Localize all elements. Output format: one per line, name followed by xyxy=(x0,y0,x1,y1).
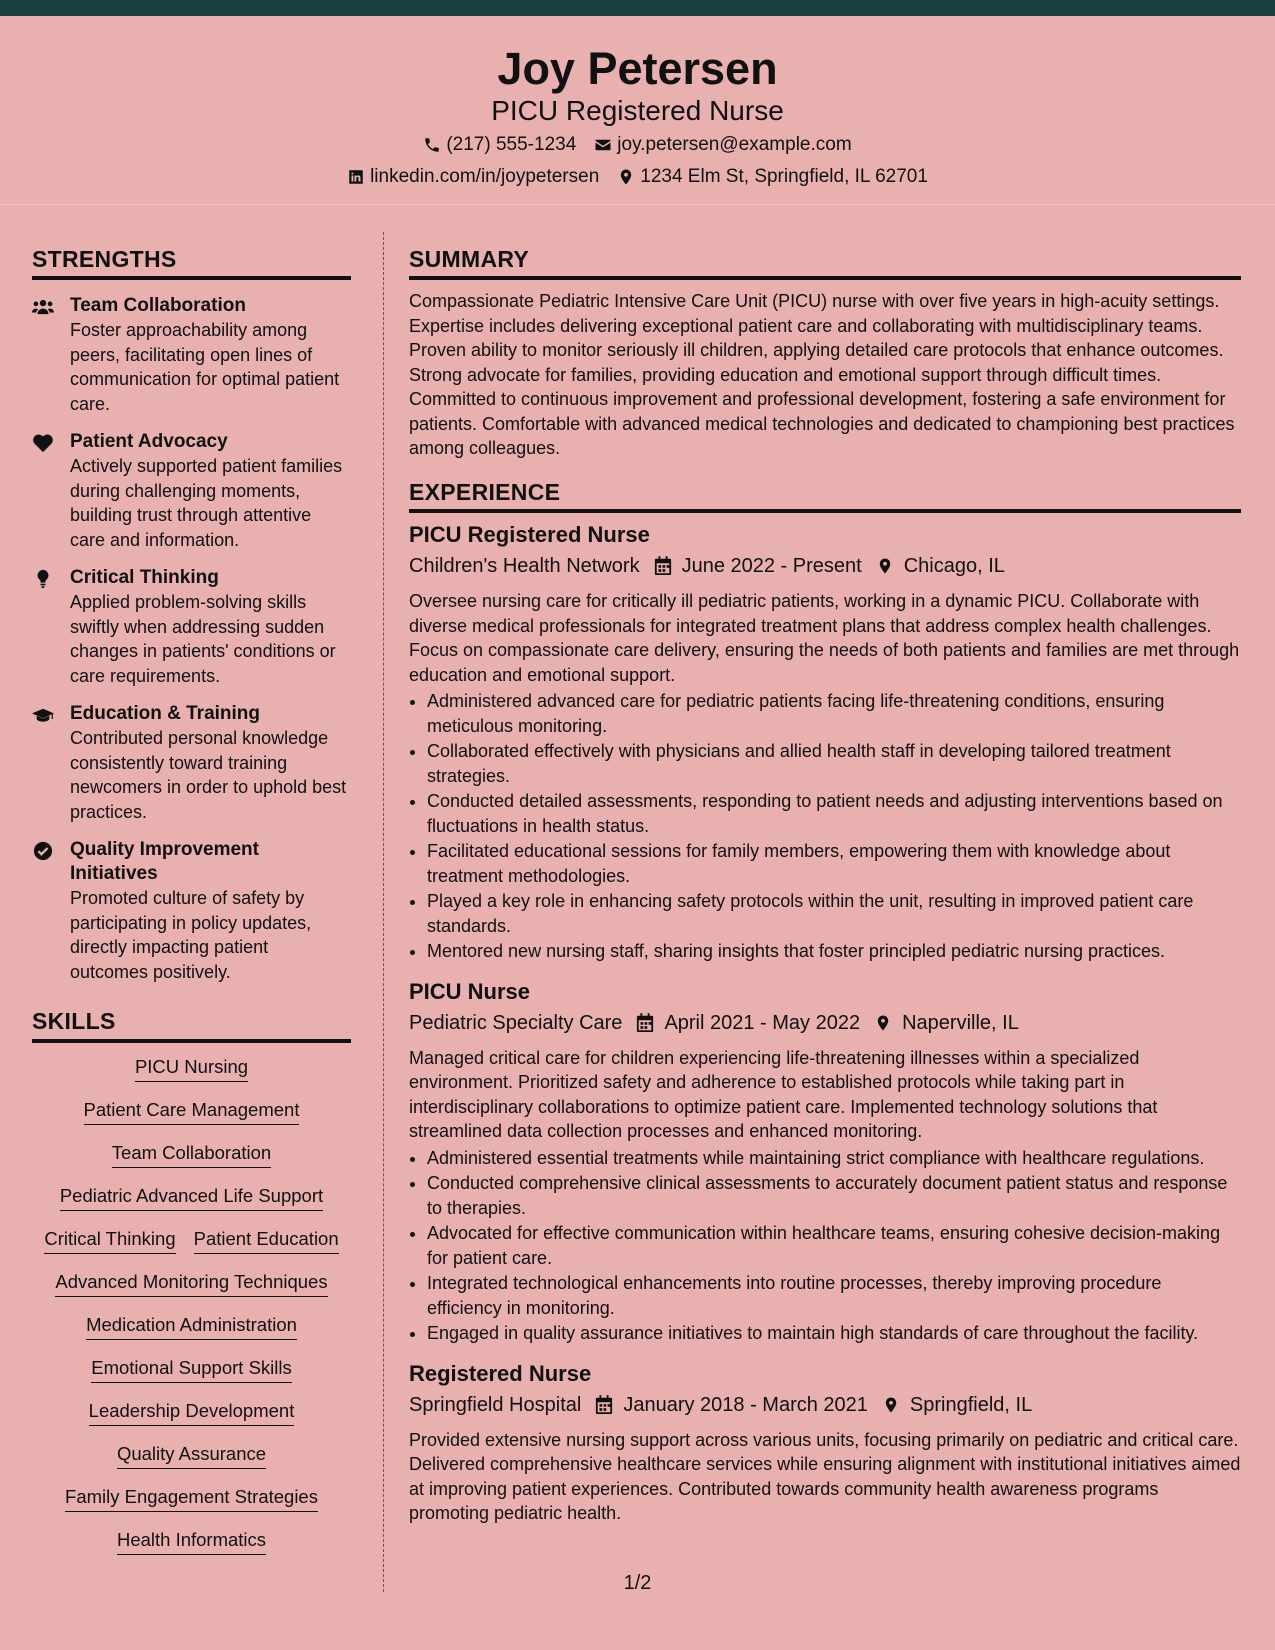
contact-row-1 xyxy=(0,134,1275,157)
top-accent-bar xyxy=(0,0,1275,16)
strength-item xyxy=(32,566,351,688)
job-company: Children's Health Network xyxy=(409,555,640,578)
envelope-icon xyxy=(594,136,612,154)
summary-text: Compassionate Pediatric Intensive Care Unit (PICU) nurse with over five years in high-acuity settings. Expertise includes delivering exceptional patient care and collaborating with multidisciplinary teams. Proven ability to monitor seriously ill children, applying detailed care protocols that enhance outcomes. Strong advocate for families, providing education and emotional support through difficult times. Committed to continuous improvement and professional development, fostering a safe environment for patients. Comfortable with advanced medical technologies and dedicated to championing best practices among colleagues. xyxy=(409,291,1235,459)
job-bullets xyxy=(409,689,1241,964)
experience-heading: EXPERIENCE xyxy=(409,479,1241,513)
job-title: PICU Registered Nurse xyxy=(409,522,650,548)
check-circle-icon xyxy=(32,841,54,861)
bullet-item: • Mentored new nursing staff, sharing insights that foster principled pediatric nursing practices. xyxy=(427,939,1241,964)
bullet-item: • Administered advanced care for pediatric patients facing life-threatening conditions, ensuring meticulous monitoring. xyxy=(427,689,1241,738)
calendar-icon xyxy=(636,1013,654,1033)
bullet-item: • Collaborated effectively with physicians and allied health staff in developing tailored treatment strategies. xyxy=(427,739,1241,788)
left-column xyxy=(32,246,351,1555)
map-pin-icon xyxy=(874,1013,892,1033)
linkedin-text: linkedin.com/in/joypetersen xyxy=(370,166,600,187)
strength-title: Patient Advocacy xyxy=(70,431,228,453)
email-contact[interactable] xyxy=(594,134,851,157)
skill-tag: PICU Nursing xyxy=(135,1053,248,1082)
job-meta xyxy=(409,1390,1241,1420)
bullet-item: • Conducted comprehensive clinical assessments to accurately document patient status and response to therapies. xyxy=(427,1171,1241,1220)
job-meta xyxy=(409,551,1241,581)
job-title: Registered Nurse xyxy=(409,1360,592,1386)
bullet-item: • Administered essential treatments while maintaining strict compliance with healthcare regulations. xyxy=(427,1146,1241,1171)
strength-desc: Foster approachability among peers, facilitating open lines of communication for optimal patient care. xyxy=(70,320,340,414)
email-text: joy.petersen@example.com xyxy=(617,134,852,155)
map-pin-icon xyxy=(876,556,894,576)
job-entry xyxy=(409,521,1241,964)
strength-title: Quality Improvement Initiatives xyxy=(70,839,259,885)
bullet-item: • Played a key role in enhancing safety protocols within the unit, resulting in improved patient care standards. xyxy=(427,889,1241,938)
map-pin-icon xyxy=(882,1395,900,1415)
job-entry xyxy=(409,1360,1241,1526)
address-text: 1234 Elm St, Springfield, IL 62701 xyxy=(640,166,928,187)
skill-tag: Leadership Development xyxy=(89,1397,295,1426)
job-description: Managed critical care for children experiencing life-threatening illnesses within a specialized environment. Prioritized safety and adherence to established protocols while taking part in interdisciplinary collaborations to optimize patient care. Implemented technology solutions that streamlined data collection processes and enhanced monitoring. xyxy=(409,1047,1158,1142)
job-dates: January 2018 - March 2021 xyxy=(623,1393,868,1416)
skill-tag: Health Informatics xyxy=(117,1526,266,1555)
job-entry xyxy=(409,978,1241,1346)
phone-icon xyxy=(423,136,441,154)
strength-desc: Contributed personal knowledge consistently toward training newcomers in order to uphold best practices. xyxy=(70,728,347,822)
strength-title: Education & Training xyxy=(70,703,261,725)
strength-item xyxy=(32,838,351,984)
job-title: PICU Nurse xyxy=(409,978,531,1004)
job-description: Oversee nursing care for critically ill pediatric patients, working in a dynamic PICU. Collaborate with diverse medical professionals for integrated treatment plans that address complex health challenges. Focus on compassionate care delivery, ensuring the needs of both patients and families are met through education and emotional support. xyxy=(409,591,1240,685)
strengths-heading: STRENGTHS xyxy=(32,246,351,280)
experience-section xyxy=(409,479,1241,1526)
skills-list xyxy=(32,1053,351,1555)
right-column xyxy=(409,246,1241,1526)
job-dates: June 2022 - Present xyxy=(681,555,862,578)
job-bullets xyxy=(409,1146,1241,1346)
skill-tag: Family Engagement Strategies xyxy=(65,1483,318,1512)
skill-tag: Patient Education xyxy=(194,1225,339,1254)
skill-tag: Medication Administration xyxy=(86,1311,297,1340)
strength-item xyxy=(32,702,351,824)
users-icon xyxy=(32,297,54,317)
resume-header xyxy=(0,16,1275,205)
bullet-item: • Conducted detailed assessments, responding to patient needs and adjusting interventions based on fluctuations in health status. xyxy=(427,789,1241,838)
job-location: Chicago, IL xyxy=(903,555,1005,578)
heart-icon xyxy=(32,433,54,453)
strength-item xyxy=(32,294,351,416)
job-location: Naperville, IL xyxy=(902,1011,1019,1034)
job-meta xyxy=(409,1008,1241,1038)
skill-tag: Emotional Support Skills xyxy=(91,1354,292,1383)
address-contact xyxy=(617,166,928,189)
linkedin-contact[interactable] xyxy=(347,166,599,189)
contact-row-2 xyxy=(0,166,1275,189)
lightbulb-icon xyxy=(32,569,54,589)
skills-heading: SKILLS xyxy=(32,1008,351,1042)
skill-tag: Critical Thinking xyxy=(44,1225,175,1254)
phone-text: (217) 555-1234 xyxy=(446,134,577,155)
map-pin-icon xyxy=(617,168,635,186)
skills-section xyxy=(32,1008,351,1554)
skill-tag: Quality Assurance xyxy=(117,1440,266,1469)
job-company: Springfield Hospital xyxy=(409,1393,582,1416)
candidate-name: Joy Petersen xyxy=(497,43,778,94)
strength-title: Team Collaboration xyxy=(70,295,246,317)
bullet-item: • Advocated for effective communication within healthcare teams, ensuring cohesive decision-making for patient care. xyxy=(427,1221,1241,1270)
summary-heading: SUMMARY xyxy=(409,246,1241,280)
calendar-icon xyxy=(654,556,672,576)
job-dates: April 2021 - May 2022 xyxy=(664,1011,861,1034)
job-location: Springfield, IL xyxy=(909,1393,1033,1416)
page-number: 1/2 xyxy=(623,1572,652,1594)
strength-title: Critical Thinking xyxy=(70,567,219,589)
skill-tag: Patient Care Management xyxy=(84,1096,300,1125)
bullet-item: • Facilitated educational sessions for family members, empowering them with knowledge about treatment methodologies. xyxy=(427,839,1241,888)
strength-desc: Applied problem-solving skills swiftly when addressing sudden changes in patients' conditions or care requirements. xyxy=(70,592,336,686)
strength-item xyxy=(32,430,351,552)
skill-tag: Team Collaboration xyxy=(112,1139,271,1168)
strength-desc: Actively supported patient families during challenging moments, building trust through attentive care and information. xyxy=(70,456,343,550)
bullet-item: • Engaged in quality assurance initiatives to maintain high standards of care throughout the facility. xyxy=(427,1321,1241,1346)
skill-tag: Advanced Monitoring Techniques xyxy=(55,1268,327,1297)
graduation-cap-icon xyxy=(32,705,54,725)
phone-contact[interactable] xyxy=(423,134,576,157)
calendar-icon xyxy=(595,1395,613,1415)
job-company: Pediatric Specialty Care xyxy=(409,1011,623,1034)
bullet-item: • Integrated technological enhancements into routine processes, thereby improving procedure efficiency in monitoring. xyxy=(427,1271,1241,1320)
skill-tag: Pediatric Advanced Life Support xyxy=(60,1182,323,1211)
column-divider xyxy=(383,232,384,1592)
job-description: Provided extensive nursing support across various units, focusing primarily on pediatric and critical care. Delivered comprehensive healthcare services while ensuring alignment with institutional initiatives aimed at improving patient experiences. Contributed towards community health awareness programs promoting pediatric health. xyxy=(409,1429,1241,1524)
strength-desc: Promoted culture of safety by participating in policy updates, directly impacting patient outcomes positively. xyxy=(70,888,312,982)
linkedin-icon xyxy=(347,168,365,186)
candidate-title: PICU Registered Nurse xyxy=(491,95,784,126)
